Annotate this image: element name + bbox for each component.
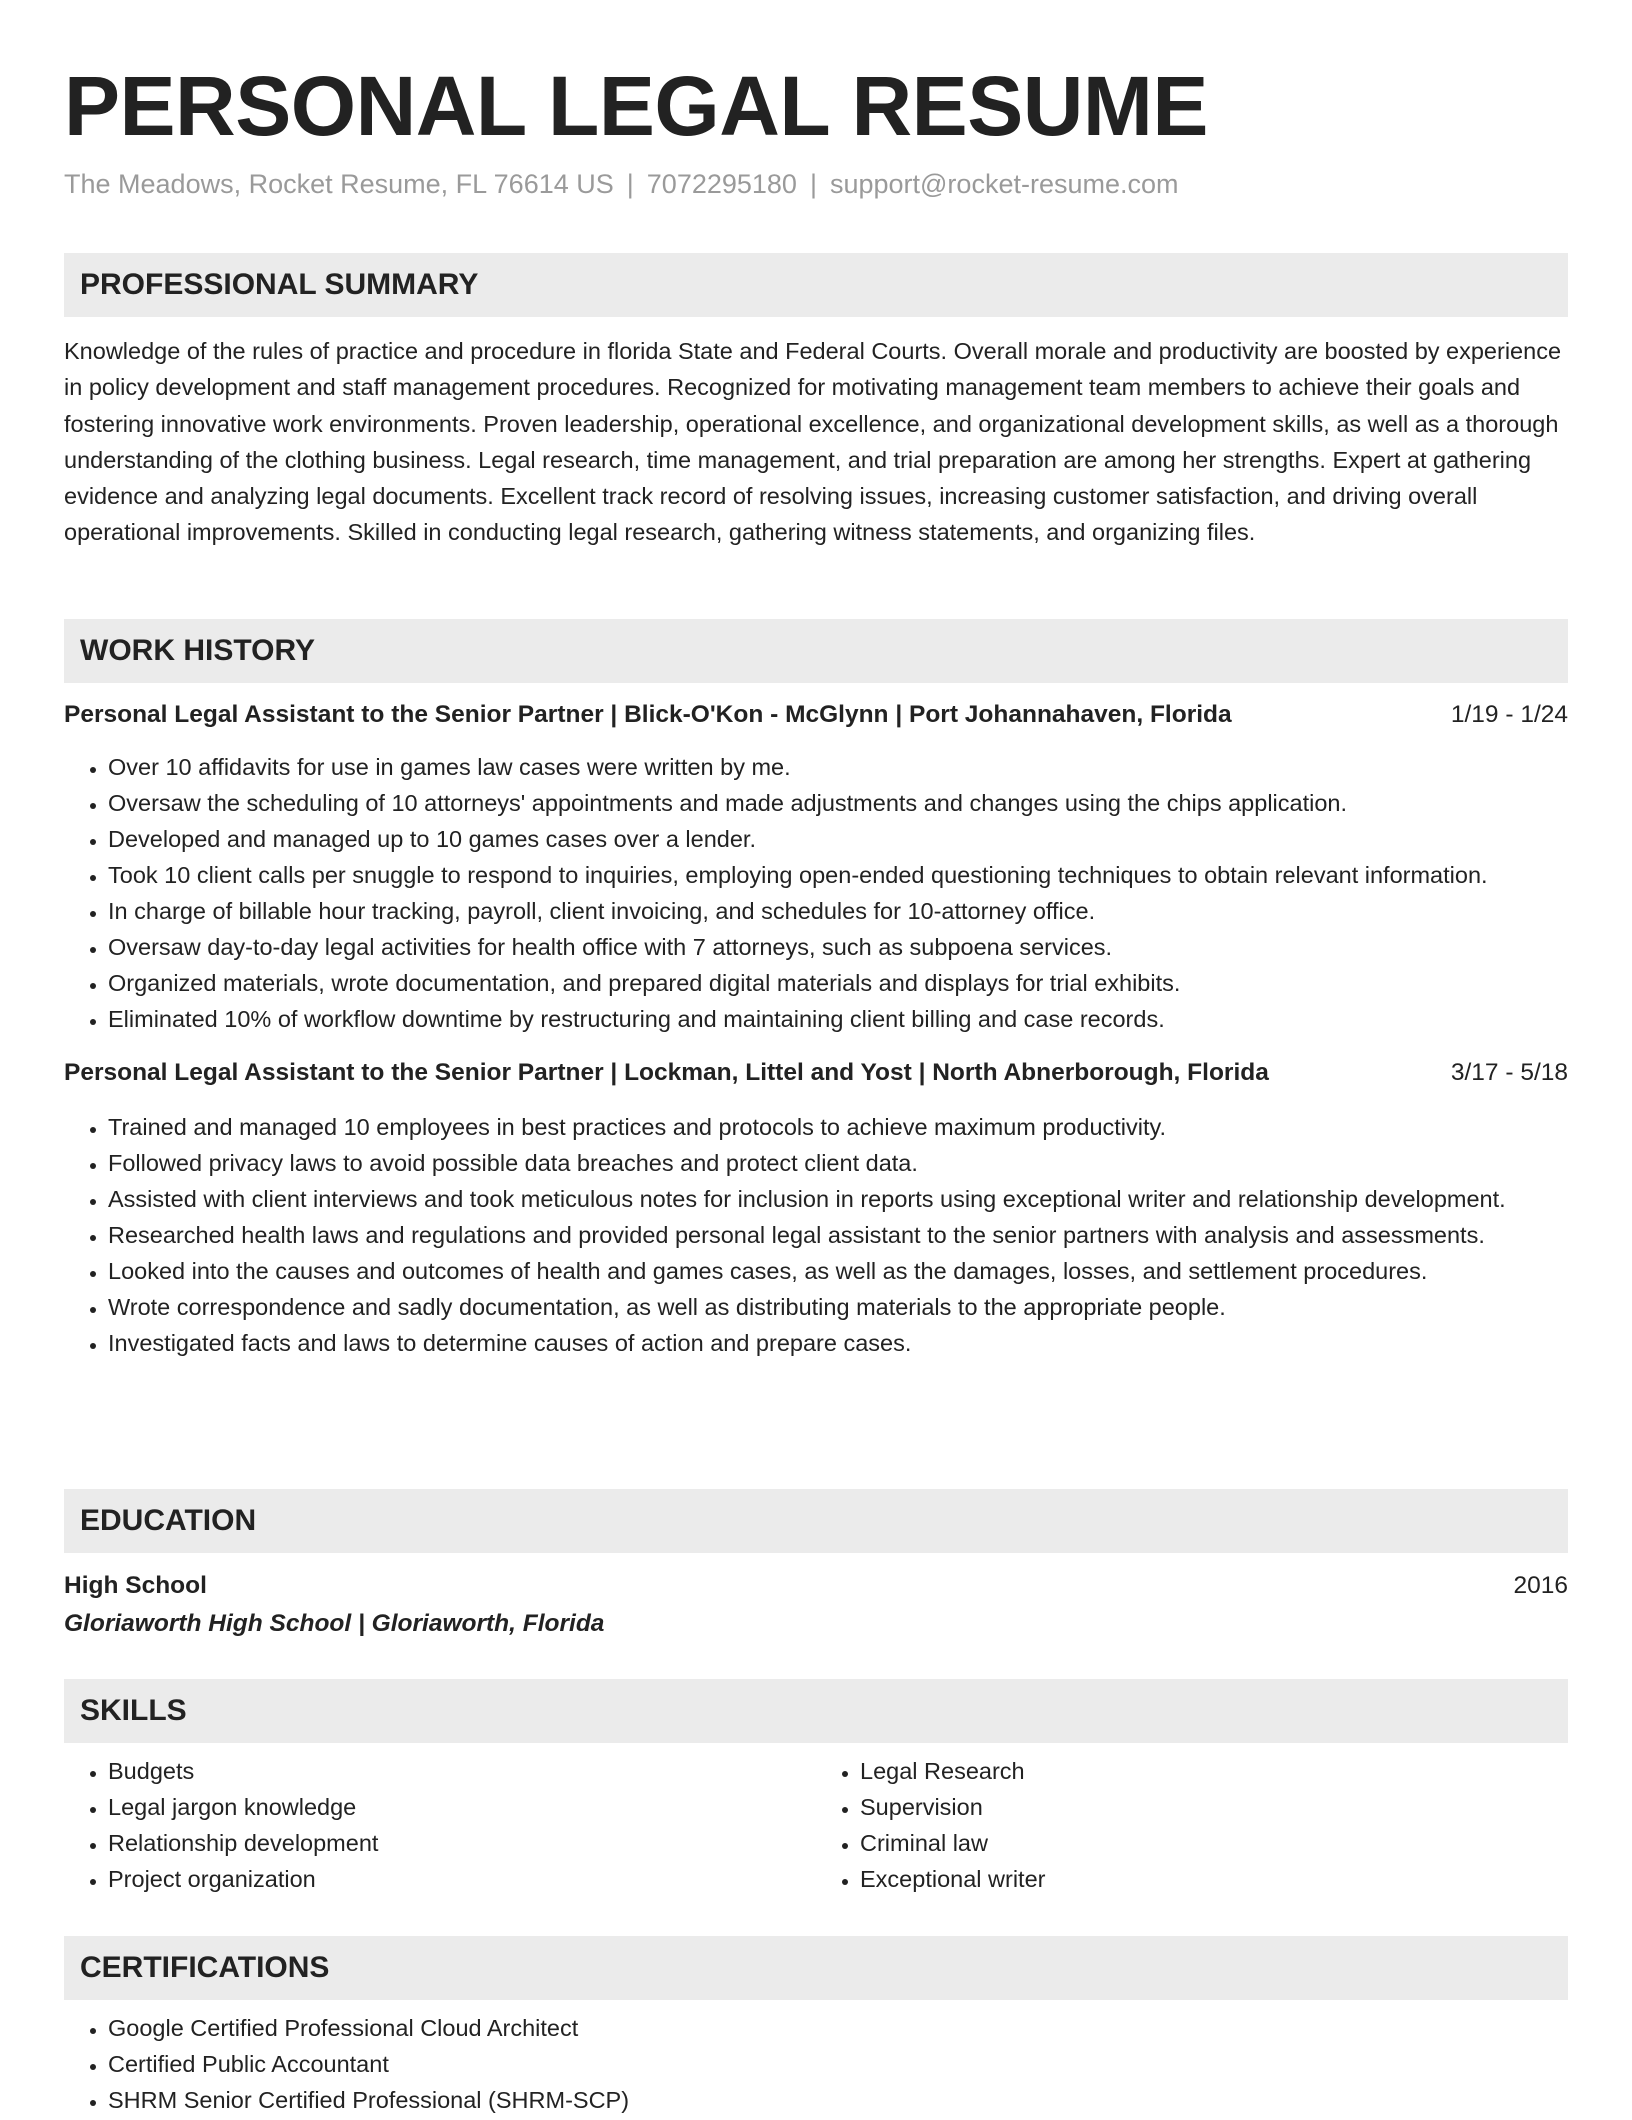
phone: 7072295180	[646, 169, 797, 199]
skills-list-left	[64, 1753, 816, 1897]
job-title: Personal Legal Assistant to the Senior Partner | Blick-O'Kon - McGlynn | Port Johannahaven, Florida	[64, 701, 1232, 728]
list-item: • Supervision	[860, 1789, 1568, 1825]
job-heading	[64, 697, 1568, 733]
resume-title: PERSONAL LEGAL RESUME	[64, 59, 1208, 153]
list-item: • Certified Public Accountant	[108, 2046, 1568, 2082]
education-heading	[64, 1567, 1568, 1605]
list-item: • In charge of billable hour tracking, payroll, client invoicing, and schedules for 10-attorney office.	[108, 893, 1568, 929]
summary-section	[64, 253, 1568, 551]
job-dates: 1/19 - 1/24	[1450, 701, 1568, 728]
summary-text: Knowledge of the rules of practice and procedure in florida State and Federal Courts. Overall morale and productivity are boosted by experience in policy development and staff management procedures. Recognized for motivating management team members to achieve their goals and fostering innovative work environments. Proven leadership, operational excellence, and organizational development skills, as well as a thorough understanding of the clothing business. Legal research, time management, and trial preparation are among her strengths. Expert at gathering evidence and analyzing legal documents. Excellent track record of resolving issues, increasing customer satisfaction, and driving overall operational improvements. Skilled in conducting legal research, gathering witness statements, and organizing files.	[64, 338, 1562, 546]
job-title: Personal Legal Assistant to the Senior Partner | Lockman, Littel and Yost | North Abnerborough, Florida	[64, 1059, 1269, 1086]
degree: High School	[64, 1572, 207, 1599]
section-heading-skills: SKILLS	[64, 1679, 1568, 1743]
skills-columns	[64, 1753, 1568, 1897]
list-item: • Criminal law	[860, 1825, 1568, 1861]
list-item: • Budgets	[108, 1753, 816, 1789]
contact-separator: |	[809, 169, 817, 199]
job-heading	[64, 1055, 1568, 1091]
section-heading-work-history: WORK HISTORY	[64, 619, 1568, 683]
section-heading-education: EDUCATION	[64, 1489, 1568, 1553]
list-item: • Took 10 client calls per snuggle to respond to inquiries, employing open-ended questioning techniques to obtain relevant information.	[108, 857, 1568, 893]
list-item: • Over 10 affidavits for use in games law cases were written by me.	[108, 749, 1568, 785]
list-item: • Oversaw the scheduling of 10 attorneys' appointments and made adjustments and changes using the chips application.	[108, 785, 1568, 821]
job-bullets	[64, 749, 1568, 1037]
list-item: • Exceptional writer	[860, 1861, 1568, 1897]
email: support@rocket-resume.com	[829, 169, 1179, 199]
section-heading-summary: PROFESSIONAL SUMMARY	[64, 253, 1568, 317]
list-item: • Google Certified Professional Cloud Architect	[108, 2010, 1568, 2046]
list-item: • Organized materials, wrote documentation, and prepared digital materials and displays for trial exhibits.	[108, 965, 1568, 1001]
list-item: • Legal jargon knowledge	[108, 1789, 816, 1825]
list-item: • Oversaw day-to-day legal activities for health office with 7 attorneys, such as subpoena services.	[108, 929, 1568, 965]
list-item: • Assisted with client interviews and took meticulous notes for inclusion in reports using exceptional writer and relationship development.	[108, 1181, 1568, 1217]
work-history-section	[64, 619, 1568, 1361]
address: The Meadows, Rocket Resume, FL 76614 US	[64, 169, 614, 199]
education-section	[64, 1489, 1568, 1643]
list-item: • Relationship development	[108, 1825, 816, 1861]
list-item: • Wrote correspondence and sadly documentation, as well as distributing materials to the appropriate people.	[108, 1289, 1568, 1325]
list-item: • Looked into the causes and outcomes of health and games cases, as well as the damages, losses, and settlement procedures.	[108, 1253, 1568, 1289]
section-heading-certifications: CERTIFICATIONS	[64, 1936, 1568, 2000]
skills-section	[64, 1679, 1568, 1897]
job-bullets	[64, 1109, 1568, 1361]
list-item: • Researched health laws and regulations and provided personal legal assistant to the senior partners with analysis and assessments.	[108, 1217, 1568, 1253]
list-item: • Trained and managed 10 employees in best practices and protocols to achieve maximum productivity.	[108, 1109, 1568, 1145]
list-item: • Followed privacy laws to avoid possible data breaches and protect client data.	[108, 1145, 1568, 1181]
graduation-year: 2016	[1513, 1572, 1568, 1599]
list-item: • Investigated facts and laws to determine causes of action and prepare cases.	[108, 1325, 1568, 1361]
skills-list-right	[816, 1753, 1568, 1897]
list-item: • Eliminated 10% of workflow downtime by restructuring and maintaining client billing and case records.	[108, 1001, 1568, 1037]
certifications-section	[64, 1936, 1568, 2118]
list-item: • SHRM Senior Certified Professional (SHRM-SCP)	[108, 2082, 1568, 2118]
list-item: • Developed and managed up to 10 games cases over a lender.	[108, 821, 1568, 857]
job-dates: 3/17 - 5/18	[1450, 1059, 1568, 1086]
school-name: Gloriaworth High School | Gloriaworth, Florida	[64, 1610, 605, 1637]
certifications-list	[64, 2010, 1568, 2118]
list-item: • Project organization	[108, 1861, 816, 1897]
contact-separator: |	[626, 169, 634, 199]
list-item: • Legal Research	[860, 1753, 1568, 1789]
contact-line	[64, 164, 1179, 204]
